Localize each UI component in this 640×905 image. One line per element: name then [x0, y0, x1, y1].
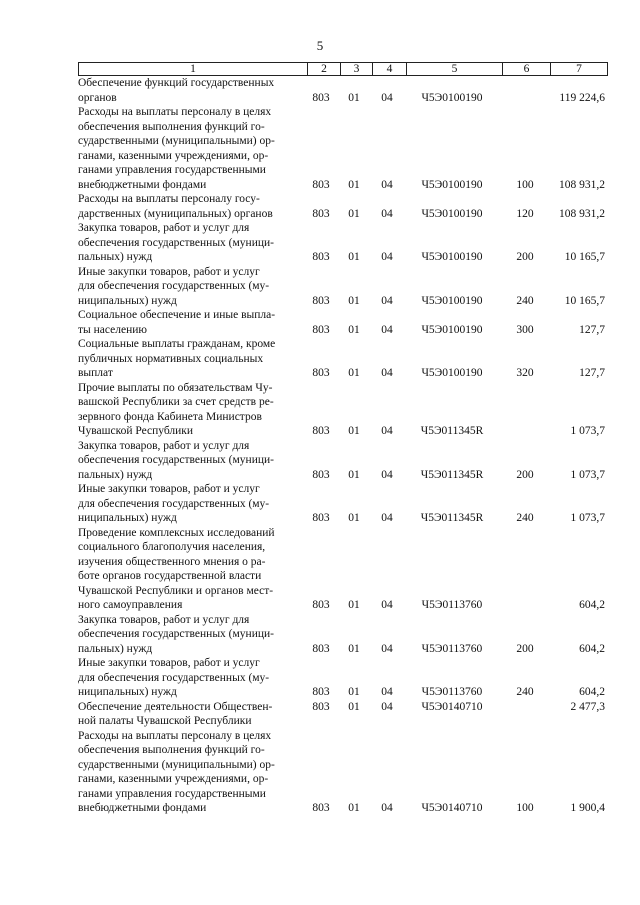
description-line: ниципальных) нужд [78, 686, 177, 698]
cell-c2: 803 [312, 367, 330, 379]
cell-c3: 01 [348, 294, 360, 307]
cell-c7: 1 900,4 [570, 802, 605, 814]
cell-c2: 803 [312, 178, 330, 191]
description-line: ганами, казенными учреждениями, ор- [78, 149, 269, 162]
cell-c5: Ч5Э0140710 [421, 802, 483, 814]
cell-c4: 04 [381, 686, 393, 698]
description-line: Расходы на выплаты персоналу в целях [78, 106, 272, 118]
row-description [78, 729, 303, 816]
cell-c5: Ч5Э011345R [420, 512, 484, 524]
row-description [78, 76, 303, 105]
header-col-2: 2 [308, 63, 341, 75]
cell-c3: 01 [348, 642, 360, 655]
cell-c5: Ч5Э0100190 [421, 251, 483, 263]
cell-c4: 04 [381, 802, 393, 814]
description-line: для обеспечения государственных (му- [78, 497, 270, 510]
header-col-3: 3 [341, 63, 373, 75]
description-line: вашской Республики за счет средств ре- [78, 396, 274, 408]
description-line: ты населению [78, 323, 147, 336]
row-description [78, 656, 303, 700]
cell-c3: 01 [348, 700, 360, 713]
description-line: внебюджетными фондами [78, 802, 207, 814]
cell-c5: Ч5Э0100190 [421, 91, 483, 104]
header-col-7: 7 [576, 63, 582, 75]
row-description [78, 221, 303, 265]
description-line: Обеспечение функций государственных [78, 77, 275, 89]
table-body [78, 76, 608, 816]
cell-c2: 803 [312, 686, 330, 698]
description-line: обеспечения государственных (муници- [78, 628, 274, 640]
description-line: пальных) нужд [78, 642, 153, 655]
cell-c4: 04 [381, 178, 393, 191]
cell-c3: 01 [348, 802, 360, 814]
table-row [78, 381, 608, 439]
row-description [78, 105, 303, 192]
cell-c3: 01 [348, 178, 360, 191]
table-row [78, 308, 608, 337]
cell-c7: 604,2 [579, 686, 605, 698]
cell-c2: 803 [312, 91, 330, 104]
cell-c4: 04 [381, 425, 393, 437]
cell-c7: 119 224,6 [559, 91, 605, 104]
cell-c4: 04 [381, 512, 393, 524]
cell-c7: 1 073,7 [570, 512, 605, 524]
description-line: для обеспечения государственных (му- [78, 280, 270, 292]
cell-c6: 200 [516, 251, 534, 263]
cell-c5: Ч5Э0100190 [421, 207, 483, 220]
cell-c7: 10 165,7 [564, 294, 605, 307]
cell-c7: 127,7 [579, 367, 605, 379]
cell-c5: Ч5Э0100190 [421, 178, 483, 191]
cell-c6: 100 [516, 178, 534, 191]
description-line: пальных) нужд [78, 251, 153, 263]
cell-c5: Ч5Э0113760 [421, 599, 483, 611]
cell-c7: 108 931,2 [559, 207, 605, 220]
table-row [78, 265, 608, 309]
cell-c5: Ч5Э011345R [420, 425, 484, 437]
description-line: Прочие выплаты по обязательствам Чу- [78, 381, 273, 394]
cell-c2: 803 [312, 802, 330, 814]
row-description [78, 526, 303, 613]
cell-c2: 803 [312, 512, 330, 524]
table-row [78, 729, 608, 816]
cell-c6: 240 [516, 294, 534, 307]
table-row [78, 76, 608, 105]
description-line: внебюджетными фондами [78, 178, 207, 191]
description-line: Социальные выплаты гражданам, кроме [78, 338, 276, 350]
header-col-4: 4 [373, 63, 407, 75]
description-line: органов [78, 91, 117, 104]
cell-c2: 803 [312, 599, 330, 611]
description-line: Расходы на выплаты персоналу госу- [78, 193, 260, 205]
description-line: Социальное обеспечение и иные выпла- [78, 309, 276, 321]
table-row [78, 700, 608, 729]
cell-c2: 803 [312, 251, 330, 263]
description-line: пальных) нужд [78, 468, 153, 481]
cell-c4: 04 [381, 367, 393, 379]
cell-c3: 01 [348, 686, 360, 698]
description-line: обеспечения выполнения функций го- [78, 744, 265, 756]
row-description [78, 700, 303, 729]
table-row [78, 221, 608, 265]
table-row [78, 613, 608, 657]
description-line: обеспечения государственных (муници- [78, 236, 274, 249]
cell-c2: 803 [312, 700, 330, 713]
description-line: Закупка товаров, работ и услуг для [78, 613, 250, 626]
cell-c2: 803 [312, 468, 330, 481]
cell-c4: 04 [381, 642, 393, 655]
row-description [78, 439, 303, 483]
cell-c3: 01 [348, 207, 360, 220]
cell-c2: 803 [312, 425, 330, 437]
cell-c4: 04 [381, 323, 393, 336]
table-row [78, 105, 608, 192]
description-line: дарственных (муниципальных) органов [78, 207, 273, 220]
cell-c3: 01 [348, 367, 360, 379]
description-line: ганами, казенными учреждениями, ор- [78, 773, 269, 785]
cell-c7: 604,2 [579, 642, 605, 655]
cell-c2: 803 [312, 207, 330, 220]
description-line: для обеспечения государственных (му- [78, 671, 270, 684]
description-line: Проведение комплексных исследований [78, 526, 275, 539]
table-row [78, 192, 608, 221]
description-line: ганами управления государственными [78, 164, 266, 176]
cell-c7: 127,7 [579, 323, 605, 336]
table-row [78, 526, 608, 613]
description-line: сударственными (муниципальными) ор- [78, 135, 275, 147]
cell-c3: 01 [348, 425, 360, 437]
description-line: ниципальных) нужд [78, 512, 177, 524]
cell-c5: Ч5Э0100190 [421, 367, 483, 379]
row-description [78, 613, 303, 657]
description-line: Чувашской Республики и органов мест- [78, 584, 274, 597]
description-line: зервного фонда Кабинета Министров [78, 410, 262, 423]
cell-c4: 04 [381, 91, 393, 104]
cell-c2: 803 [312, 294, 330, 307]
cell-c3: 01 [348, 323, 360, 336]
header-col-1: 1 [79, 63, 308, 75]
cell-c7: 1 073,7 [570, 425, 605, 437]
cell-c5: Ч5Э0100190 [421, 294, 483, 307]
description-line: Иные закупки товаров, работ и услуг [78, 265, 260, 278]
cell-c4: 04 [381, 700, 393, 713]
table-row [78, 482, 608, 526]
description-line: ной палаты Чувашской Республики [78, 715, 252, 727]
description-line: ниципальных) нужд [78, 294, 177, 307]
description-line: ганами управления государственными [78, 787, 266, 800]
row-description [78, 482, 303, 526]
cell-c5: Ч5Э0113760 [421, 642, 483, 655]
table-header [78, 62, 608, 76]
header-col-6: 6 [503, 63, 551, 75]
description-line: Закупка товаров, работ и услуг для [78, 222, 250, 234]
description-line: сударственными (муниципальными) ор- [78, 758, 275, 771]
table-row [78, 439, 608, 483]
cell-c5: Ч5Э011345R [420, 468, 484, 481]
description-line: обеспечения государственных (муници- [78, 454, 274, 466]
header-col-5: 5 [407, 63, 503, 75]
cell-c6: 240 [516, 512, 534, 524]
cell-c6: 300 [516, 323, 534, 336]
cell-c3: 01 [348, 512, 360, 524]
cell-c5: Ч5Э0100190 [421, 323, 483, 336]
cell-c6: 200 [516, 468, 534, 481]
description-line: Обеспечение деятельности Обществен- [78, 700, 273, 713]
description-line: боте органов государственной власти [78, 570, 262, 582]
cell-c7: 10 165,7 [564, 251, 605, 263]
cell-c4: 04 [381, 599, 393, 611]
row-description [78, 265, 303, 309]
cell-c7: 1 073,7 [570, 468, 605, 481]
cell-c2: 803 [312, 642, 330, 655]
cell-c3: 01 [348, 91, 360, 104]
description-line: Закупка товаров, работ и услуг для [78, 439, 250, 452]
cell-c2: 803 [312, 323, 330, 336]
cell-c6: 120 [516, 207, 534, 220]
cell-c4: 04 [381, 207, 393, 220]
cell-c3: 01 [348, 599, 360, 611]
table-row [78, 656, 608, 700]
description-line: изучения общественного мнения о ра- [78, 555, 266, 568]
row-description [78, 337, 303, 381]
description-line: публичных нормативных социальных [78, 352, 264, 365]
row-description [78, 381, 303, 439]
cell-c6: 200 [516, 642, 534, 655]
cell-c4: 04 [381, 251, 393, 263]
row-description [78, 308, 303, 337]
table-row [78, 337, 608, 381]
description-line: Иные закупки товаров, работ и услуг [78, 657, 260, 669]
cell-c7: 604,2 [579, 599, 605, 611]
description-line: выплат [78, 367, 113, 379]
cell-c6: 100 [516, 802, 534, 814]
page-number: 5 [316, 38, 324, 53]
description-line: ного самоуправления [78, 599, 183, 611]
row-description [78, 192, 303, 221]
description-line: Чувашской Республики [78, 425, 194, 437]
cell-c6: 240 [516, 686, 534, 698]
cell-c3: 01 [348, 468, 360, 481]
cell-c4: 04 [381, 468, 393, 481]
cell-c7: 108 931,2 [559, 178, 605, 191]
cell-c7: 2 477,3 [570, 700, 605, 713]
description-line: социального благополучия населения, [78, 541, 266, 553]
description-line: обеспечения выполнения функций го- [78, 120, 265, 133]
cell-c6: 320 [516, 367, 534, 379]
cell-c5: Ч5Э0113760 [421, 686, 483, 698]
cell-c5: Ч5Э0140710 [421, 700, 483, 713]
cell-c4: 04 [381, 294, 393, 307]
cell-c3: 01 [348, 251, 360, 263]
description-line: Иные закупки товаров, работ и услуг [78, 483, 260, 495]
description-line: Расходы на выплаты персоналу в целях [78, 729, 272, 742]
